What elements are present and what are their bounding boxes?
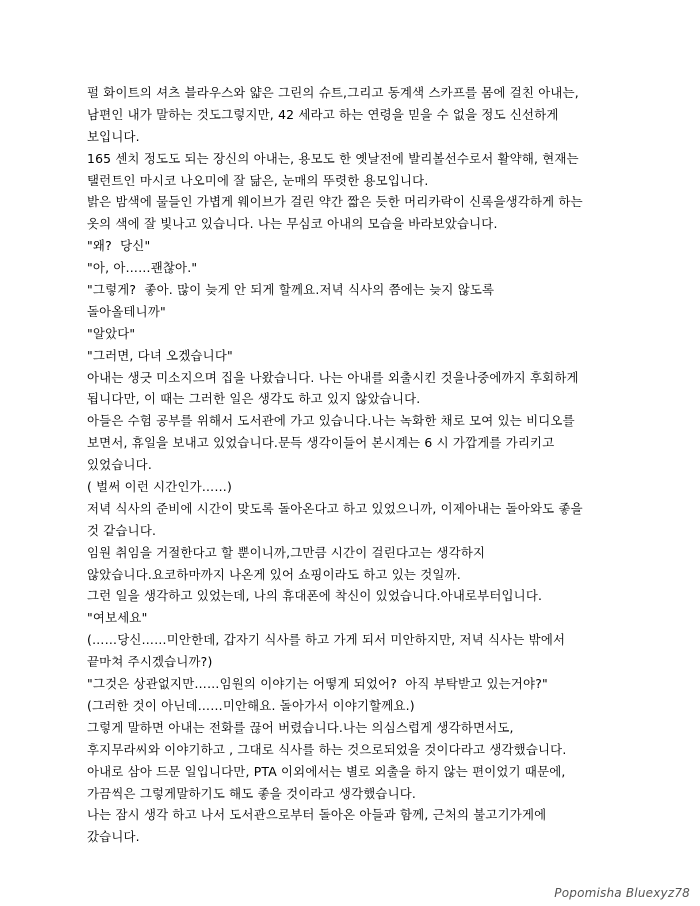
text-line: 그렇게 말하면 아내는 전화를 끊어 버렸습니다.나는 의심스럽게 생각하면서도,	[87, 719, 514, 735]
text-line: "그렇게? 좋아. 많이 늦게 안 되게 할께요.저녁 식사의 쯤에는 늦지 않도록	[87, 282, 495, 298]
text-line: 않았습니다.요코하마까지 나온게 있어 쇼핑이라도 하고 있는 것일까.	[87, 566, 461, 582]
text-line: 펄 화이트의 셔츠 블라우스와 얇은 그린의 슈트,그리고 동계색 스카프를 몸에 걸친 아내는,	[87, 85, 579, 100]
text-line: 있었습니다.	[87, 457, 152, 473]
text-line: "왜? 당신"	[87, 238, 151, 254]
text-line: (……당신……미안한데, 갑자기 식사를 하고 가게 되서 미안하지만, 저녁 식사는 밖에서	[87, 632, 566, 648]
text-line: 돌아올테니까"	[87, 303, 166, 319]
text-line: 보면서, 휴일을 보내고 있었습니다.문득 생각이들어 본시계는 6 시 가깝게를 가리키고	[87, 435, 555, 451]
text-line: 아내로 삼아 드문 일입니다만, PTA 이외에서는 별로 외출을 하지 않는 편이었기 때문에,	[87, 763, 566, 779]
text-line: 밝은 밤색에 물들인 가볍게 웨이브가 걸린 약간 짧은 듯한 머리카락이 신록을생각하게 하는	[87, 194, 583, 210]
text-line: 끝마쳐 주시겠습니까?)	[87, 654, 213, 670]
text-line: 갔습니다.	[87, 829, 140, 845]
text-line: "그러면, 다녀 오겠습니다"	[87, 347, 233, 363]
text-line: 보입니다.	[87, 128, 140, 144]
text-line: 후지무라씨와 이야기하고 , 그대로 식사를 하는 것으로되었을 것이다라고 생각했습니다.	[87, 741, 567, 757]
text-line: 아내는 생긋 미소지으며 집을 나왔습니다. 나는 아내를 외출시킨 것을나중에까지 후회하게	[87, 369, 579, 385]
text-line: 임원 취임을 거절한다고 할 뿐이니까,그만큼 시간이 걸린다고는 생각하지	[87, 544, 486, 560]
text-line: 됩니다만, 이 때는 그러한 일은 생각도 하고 있지 않았습니다.	[87, 391, 421, 407]
text-line: 저녁 식사의 준비에 시간이 맞도록 돌아온다고 하고 있었으니까, 이제아내는 돌아와도 좋을	[87, 500, 583, 516]
document-body	[87, 82, 647, 848]
text-line: "아, 아……괜찮아."	[87, 260, 198, 276]
text-line: 나는 잠시 생각 하고 나서 도서관으로부터 돌아온 아들과 함께, 근처의 불고기가게에	[87, 807, 547, 823]
text-line: 남편인 내가 말하는 것도그렇지만, 42 세라고 하는 연령을 믿을 수 없을 정도 신선하게	[87, 106, 559, 122]
text-line: 가끔씩은 그렇게말하기도 해도 좋을 것이라고 생각했습니다.	[87, 785, 417, 801]
text-line: 그런 일을 생각하고 있었는데, 나의 휴대폰에 착신이 있었습니다.아내로부터입니다.	[87, 588, 543, 604]
text-line: ( 벌써 이런 시간인가……)	[87, 479, 233, 495]
text-line: 옷의 색에 잘 빛나고 있습니다. 나는 무심코 아내의 모습을 바라보았습니다.	[87, 216, 498, 232]
text-line: 165 센치 정도도 되는 장신의 아내는, 용모도 한 옛날전에 발리볼선수로서 활약해, 현재는	[87, 150, 579, 166]
text-line: (그러한 것이 아닌데……미안해요. 돌아가서 이야기할께요.)	[87, 697, 415, 713]
text-line: "알았다"	[87, 325, 136, 341]
text-line: 것 같습니다.	[87, 522, 157, 538]
watermark: Popomisha Bluexyz78	[554, 886, 690, 900]
text-line: 탤런트인 마시코 나오미에 잘 닮은, 눈매의 뚜렷한 용모입니다.	[87, 172, 429, 188]
text-line: "그것은 상관없지만……임원의 이야기는 어떻게 되었어? 아직 부탁받고 있는거야?"	[87, 676, 548, 692]
text-line: "여보세요"	[87, 610, 148, 626]
text-line: 아들은 수험 공부를 위해서 도서관에 가고 있습니다.나는 녹화한 채로 모여 있는 비디오를	[87, 413, 575, 429]
